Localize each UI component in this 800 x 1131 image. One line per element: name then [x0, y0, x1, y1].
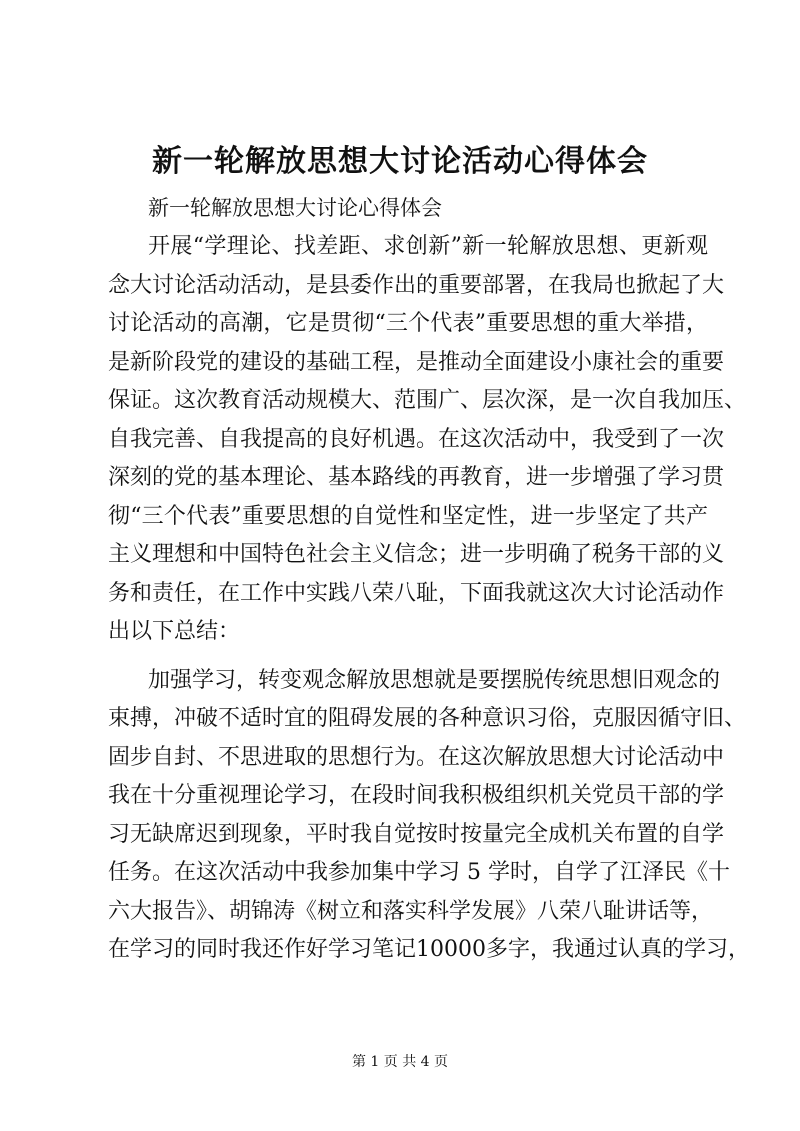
paragraph-line: 主义理想和中国特色社会主义信念；进一步明确了税务干部的义	[108, 542, 725, 567]
document-subtitle: 新一轮解放思想大讨论心得体会	[148, 196, 442, 220]
paragraph-line: 在学习的同时我还作好学习笔记10000多字，我通过认真的学习，	[108, 937, 750, 962]
paragraph-line: 我在十分重视理论学习，在段时间我积极组织机关党员干部的学	[108, 783, 725, 808]
paragraph-line: 保证。这次教育活动规模大、范围广、层次深，是一次自我加压、	[108, 388, 747, 413]
document-body	[108, 228, 750, 970]
paragraph-line: 讨论活动的高潮，它是贯彻“三个代表”重要思想的重大举措，	[108, 311, 708, 336]
page-footer: 第 1 页 共 4 页	[351, 1054, 449, 1070]
paragraph-line: 束搏，冲破不适时宜的阻碍发展的各种意识习俗，克服因循守旧、	[108, 706, 747, 731]
paragraph-line: 任务。在这次活动中我参加集中学习 5 学时，自学了江泽民《十	[108, 860, 730, 885]
paragraph-line: 习无缺席迟到现象，平时我自觉按时按量完全成机关布置的自学	[108, 821, 725, 847]
paragraph-1	[108, 228, 747, 652]
paragraph-line: 加强学习，转变观念解放思想就是要摆脱传统思想旧观念的	[148, 667, 721, 693]
paragraph-line: 是新阶段党的建设的基础工程，是推动全面建设小康社会的重要	[108, 349, 725, 375]
paragraph-line: 自我完善、自我提高的良好机遇。在这次活动中，我受到了一次	[108, 426, 725, 452]
paragraph-line: 深刻的党的基本理论、基本路线的再教育，进一步增强了学习贯	[108, 465, 725, 490]
paragraph-line: 开展“学理论、找差距、求创新”新一轮解放思想、更新观	[148, 234, 708, 259]
paragraph-line: 彻“三个代表”重要思想的自觉性和坚定性，进一步坚定了共产	[108, 503, 708, 529]
paragraph-2	[108, 662, 750, 970]
document-title: 新一轮解放思想大讨论活动心得体会	[152, 144, 648, 179]
paragraph-line: 六大报告》、胡锦涛《树立和落实科学发展》八荣八耻讲话等，	[108, 898, 714, 924]
paragraph-gap	[108, 652, 708, 662]
paragraph-line: 念大讨论活动活动，是县委作出的重要部署，在我局也掀起了大	[108, 272, 725, 298]
paragraph-line: 务和责任，在工作中实践八荣八耻，下面我就这次大讨论活动作	[108, 580, 725, 606]
paragraph-line: 固步自封、不思进取的思想行为。在这次解放思想大讨论活动中	[108, 744, 725, 770]
paragraph-line: 出以下总结：	[108, 619, 241, 644]
